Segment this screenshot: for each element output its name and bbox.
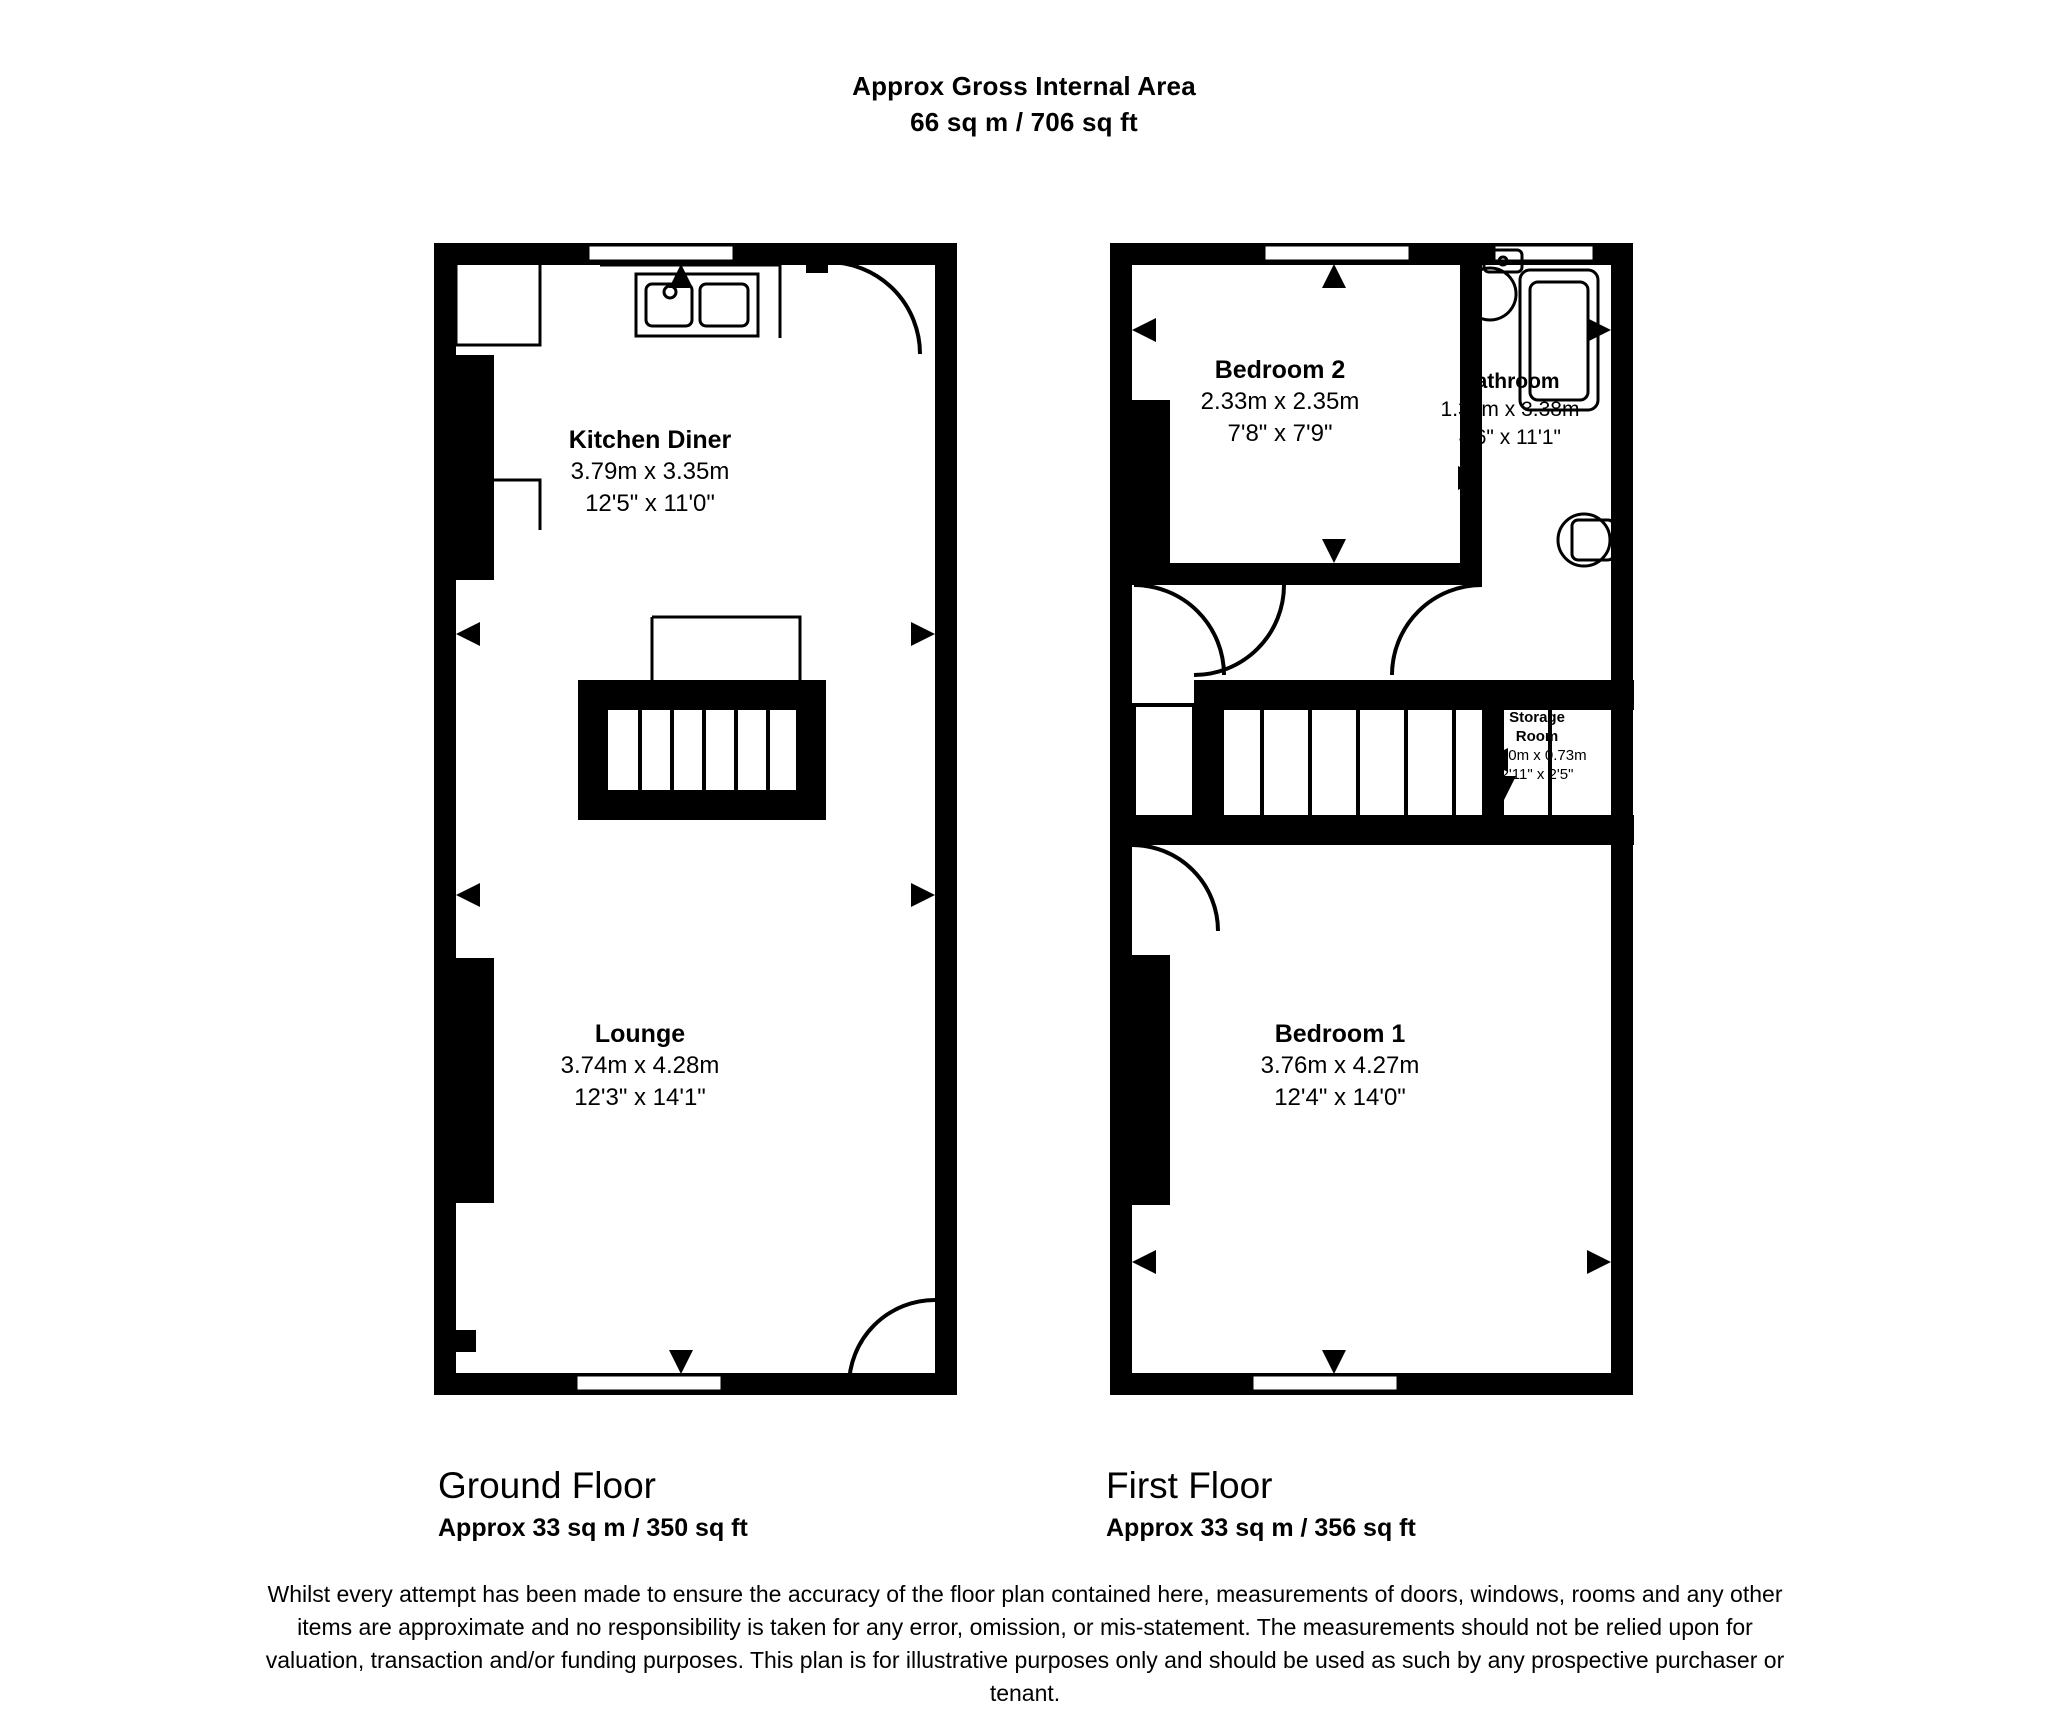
room-dim-metric: 3.76m x 4.27m (1260, 1052, 1420, 1079)
room-label-kitchen-diner (470, 424, 830, 520)
first-floor-title: First Floor (1106, 1465, 1273, 1506)
room-label-bedroom-1 (1160, 1018, 1520, 1114)
room-dim-metric: 2.33m x 2.35m (1200, 388, 1360, 415)
room-dim-imperial: 12'3" x 14'1" (574, 1084, 706, 1111)
room-label-storage-room (1452, 708, 1622, 784)
room-name-line1: Storage (1509, 709, 1565, 726)
room-label-lounge (460, 1018, 820, 1114)
room-dim-metric: 0.90m x 0.73m (1487, 747, 1587, 764)
first-floor-caption (1106, 1462, 1416, 1546)
room-label-bathroom (1390, 368, 1630, 452)
room-name: Bedroom 1 (1274, 1020, 1406, 1048)
room-name: Lounge (594, 1020, 686, 1048)
room-dim-metric: 1.36m x 3.38m (1440, 398, 1580, 421)
room-dim-imperial: 12'5" x 11'0" (585, 490, 715, 517)
room-dim-imperial: 4'6" x 11'1" (1459, 426, 1561, 449)
room-dim-metric: 3.74m x 4.28m (560, 1052, 720, 1079)
room-name-line2: Room (1515, 728, 1559, 745)
ground-floor-title: Ground Floor (438, 1465, 656, 1506)
room-name: Bathroom (1460, 370, 1560, 393)
first-floor-area: Approx 33 sq m / 356 sq ft (1106, 1514, 1416, 1542)
room-dim-imperial: 7'8" x 7'9" (1227, 420, 1333, 447)
room-dim-imperial: 12'4" x 14'0" (1274, 1084, 1406, 1111)
room-dim-imperial: 2'11" x 2'5" (1500, 766, 1574, 783)
room-name: Kitchen Diner (568, 426, 732, 454)
disclaimer-text: Whilst every attempt has been made to ensure the accuracy of the floor plan contained here, measurements of doors, windows, rooms and any other items are approximate and no responsibility is taken for any error, omission, or mis-statement. The measurements should not be relied upon for valuation, transaction and/or funding purposes. This plan is for illustrative purposes only and should be used as such by any prospective purchaser or tenant. (265, 1581, 1785, 1706)
plan-header-title: Approx Gross Internal Area (852, 71, 1196, 101)
room-name: Bedroom 2 (1214, 356, 1346, 384)
plan-header-area: 66 sq m / 706 sq ft (910, 107, 1138, 137)
ground-floor-drawing (0, 0, 1024, 1460)
ground-floor-caption (438, 1462, 748, 1546)
room-dim-metric: 3.79m x 3.35m (570, 458, 730, 485)
ground-floor-area: Approx 33 sq m / 350 sq ft (438, 1514, 748, 1542)
